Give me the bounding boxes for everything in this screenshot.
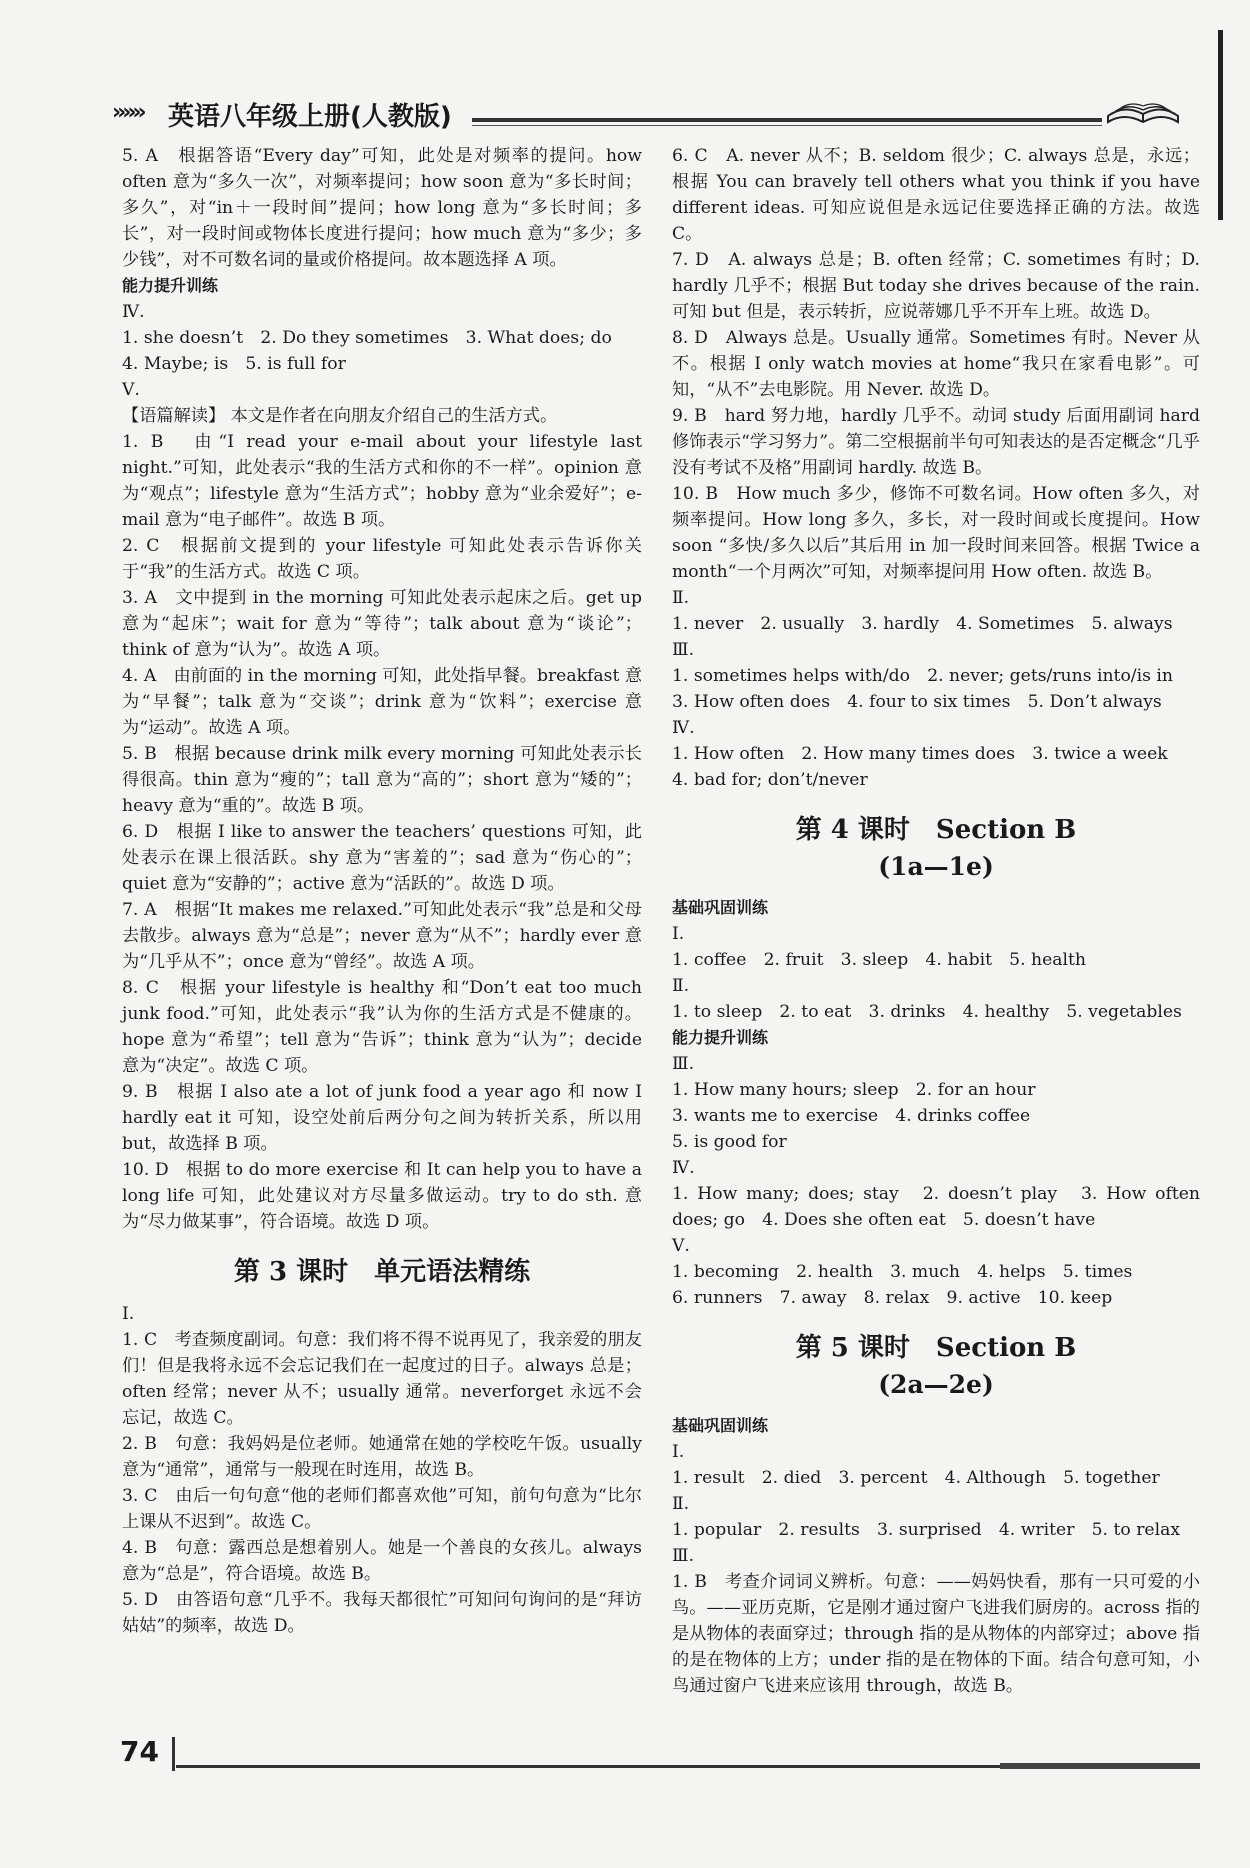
page-number: 74: [120, 1735, 159, 1768]
subsection-label: 能力提升训练: [122, 276, 219, 295]
subsection-label: 基础巩固训练: [672, 898, 769, 917]
left-answers: [122, 143, 642, 1235]
subsection-label: 能力提升训练: [672, 1028, 769, 1047]
footer-vbar: [172, 1737, 175, 1771]
right-column: [672, 143, 1200, 1699]
answer-line: 6. runners 7. away 8. relax 9. active 10. keep: [672, 1288, 1113, 1308]
answer-line: Ⅲ.: [672, 640, 695, 660]
answer-line: Ⅳ.: [672, 718, 695, 738]
answer-line: 1. she doesn’t 2. Do they sometimes 3. What does; do: [122, 328, 612, 348]
answer-line: 1. How often 2. How many times does 3. twice a week: [672, 744, 1168, 764]
answer-line: 2. C 根据前文提到的 your lifestyle 可知此处表示告诉你关于“我”的生活方式。故选 C 项。: [122, 536, 642, 582]
subsection-label: 基础巩固训练: [672, 1416, 769, 1435]
answer-line: 1. sometimes helps with/do 2. never; gets/runs into/is in: [672, 666, 1173, 686]
answer-line: 5. B 根据 because drink milk every morning 可知此处表示长得很高。thin 意为“瘦的”；tall 意为“高的”；short 意为“矮的”；heavy 意为“重的”。故选 B 项。: [122, 744, 642, 816]
answer-line: 6. C A. never 从不；B. seldom 很少；C. always 总是，永远；根据 You can bravely tell others what you think if you have different ideas. 可知应说但是永远记住要选择正确的方法。故选 C。: [672, 146, 1200, 244]
right-answers-section-4: [672, 895, 1200, 1311]
section-4-subtitle: (1a—1e): [878, 852, 994, 881]
answer-line: Ⅰ.: [672, 1442, 685, 1462]
page-header: [112, 96, 1182, 136]
left-answers-section-3: [122, 1301, 642, 1639]
section-3-title: 第 3 课时 单元语法精练: [233, 1257, 531, 1287]
answer-line: 9. B hard 努力地，hardly 几乎不。动词 study 后面用副词 hard 修饰表示“学习努力”。第二空根据前半句可知表达的是否定概念“几乎没有考试不及格”用副词 hardly. 故选 B。: [672, 406, 1200, 478]
answer-line: 5. D 由答语句意“几乎不。我每天都很忙”可知问句询问的是“拜访姑姑”的频率，故选 D。: [122, 1590, 642, 1636]
answer-line: 5. is good for: [672, 1132, 787, 1152]
answer-line: 10. D 根据 to do more exercise 和 It can help you to have a long life 可知，此处建议对方尽量多做运动。try to do sth. 意为“尽力做某事”，符合语境。故选 D 项。: [122, 1160, 642, 1232]
answer-line: 3. C 由后一句句意“他的老师们都喜欢他”可知，前句句意为“比尔上课从不迟到”。故选 C。: [122, 1486, 642, 1532]
section-5-heading: [672, 1329, 1200, 1403]
page-edge-bar: [1218, 30, 1223, 220]
answer-line: 3. A 文中提到 in the morning 可知此处表示起床之后。get up 意为“起床”；wait for 意为“等待”；talk about 意为“谈论”；think of 意为“认为”。故选 A 项。: [122, 588, 642, 660]
answer-line: 10. B How much 多少，修饰不可数名词。How often 多久，对频率提问。How long 多久，多长，对一段时间或长度提问。How soon “多快/多久以后”其后用 in 加一段时间来回答。根据 Twice a month“一个月两次”可知，对频率提问用 How often. 故选 B。: [672, 484, 1200, 582]
answer-line: 8. D Always 总是。Usually 通常。Sometimes 有时。Never 从不。根据 I only watch movies at home“我只在家看电影”。可知，“从不”去电影院。用 Never. 故选 D。: [672, 328, 1200, 400]
answer-line: 3. How often does 4. four to six times 5. Don’t always: [672, 692, 1162, 712]
answer-line: Ⅰ.: [672, 924, 685, 944]
answer-line: Ⅱ.: [672, 976, 690, 996]
answer-line: 1. B 由“I read your e-mail about your lifestyle last night.”可知，此处表示“我的生活方式和你的不一样”。opinion 意为“观点”；lifestyle 意为“生活方式”；hobby 意为“业余爱好”；e-mail 意为“电子邮件”。故选 B 项。: [122, 432, 642, 530]
answer-line: Ⅰ.: [122, 1304, 135, 1324]
answer-line: 9. B 根据 I also ate a lot of junk food a year ago 和 now I hardly eat it 可知，设空处前后两分句之间为转折关系，所以用 but，故选择 B 项。: [122, 1082, 642, 1154]
header-rule-thin: [472, 125, 1102, 126]
answer-line: 1. C 考查频度副词。句意：我们将不得不说再见了，我亲爱的朋友们！但是我将永远不会忘记我们在一起度过的日子。always 总是；often 经常；never 从不；usually 通常。neverforget 永远不会忘记，故选 C。: [122, 1330, 642, 1428]
header-title: 英语八年级上册(人教版): [168, 102, 452, 132]
answer-line: 4. Maybe; is 5. is full for: [122, 354, 346, 374]
answer-line: 1. becoming 2. health 3. much 4. helps 5. times: [672, 1262, 1133, 1282]
answer-line: 1. How many hours; sleep 2. for an hour: [672, 1080, 1036, 1100]
answer-line: 7. D A. always 总是；B. often 经常；C. sometimes 有时；D. hardly 几乎不；根据 But today she drives because of the rain. 可知 but 但是，表示转折，应说蒂娜几乎不开车上班。故选 D。: [672, 250, 1200, 322]
section-4-title: 第 4 课时 Section B: [795, 815, 1077, 845]
answer-line: 1. B 考查介词词义辨析。句意：——妈妈快看，那有一只可爱的小鸟。——亚历克斯，它是刚才通过窗户飞进我们厨房的。across 指的是从物体的表面穿过；through 指的是从物体的内部穿过；above 指的是在物体的上方；under 指的是在物体的下面。结合句意可知，小鸟通过窗户飞进来应该用 through，故选 B。: [672, 1572, 1200, 1696]
right-answers: [672, 143, 1200, 793]
left-column: [122, 143, 642, 1639]
section-3-heading: [122, 1253, 642, 1291]
answer-line: Ⅳ.: [672, 1158, 695, 1178]
answer-line: 5. A 根据答语“Every day”可知，此处是对频率的提问。how often 意为“多久一次”，对频率提问；how soon 意为“多长时间；多久”，对“in＋一段时间”提问；how long 意为“多长时间；多长”，对一段时间或物体长度进行提问；how much 意为“多少；多少钱”，对不可数名词的量或价格提问。故本题选择 A 项。: [122, 146, 642, 270]
answer-line: 3. wants me to exercise 4. drinks coffee: [672, 1106, 1031, 1126]
answer-line: Ⅱ.: [672, 1494, 690, 1514]
answer-line: 1. to sleep 2. to eat 3. drinks 4. healthy 5. vegetables: [672, 1002, 1182, 1022]
answer-line: 1. result 2. died 3. percent 4. Although 5. together: [672, 1468, 1160, 1488]
answer-line: 8. C 根据 your lifestyle is healthy 和“Don’t eat too much junk food.”可知，此处表示“我”认为你的生活方式是不健康的。hope 意为“希望”；tell 意为“告诉”；think 意为“认为”；decide 意为“决定”。故选 C 项。: [122, 978, 642, 1076]
answer-line: Ⅴ.: [122, 380, 140, 400]
answer-line: 2. B 句意：我妈妈是位老师。她通常在她的学校吃午饭。usually 意为“通常”，通常与一般现在时连用，故选 B。: [122, 1434, 642, 1480]
answer-line: Ⅴ.: [672, 1236, 690, 1256]
answer-line: 1. How many; does; stay 2. doesn’t play 3. How often does; go 4. Does she often eat 5. doesn’t have: [672, 1184, 1200, 1230]
answer-line: 4. B 句意：露西总是想着别人。她是一个善良的女孩儿。always 意为“总是”，符合语境。故选 B。: [122, 1538, 642, 1584]
right-answers-section-5: [672, 1413, 1200, 1699]
header-chevrons: »»»: [112, 100, 143, 125]
answer-line: 1. popular 2. results 3. surprised 4. writer 5. to relax: [672, 1520, 1181, 1540]
answer-line: Ⅲ.: [672, 1546, 695, 1566]
footer-rule-thick: [1000, 1763, 1200, 1769]
answer-line: 【语篇解读】 本文是作者在向朋友介绍自己的生活方式。: [122, 406, 558, 426]
answer-line: 1. coffee 2. fruit 3. sleep 4. habit 5. health: [672, 950, 1086, 970]
answer-line: Ⅲ.: [672, 1054, 695, 1074]
header-rule: [472, 118, 1102, 122]
answer-line: 4. bad for; don’t/never: [672, 770, 868, 790]
page-footer: [120, 1735, 1200, 1775]
answer-line: 6. D 根据 I like to answer the teachers’ questions 可知，此处表示在课上很活跃。shy 意为“害羞的”；sad 意为“伤心的”；quiet 意为“安静的”；active 意为“活跃的”。故选 D 项。: [122, 822, 642, 894]
answer-line: 7. A 根据“It makes me relaxed.”可知此处表示“我”总是和父母去散步。always 意为“总是”；never 意为“从不”；hardly ever 意为“几乎从不”；once 意为“曾经”。故选 A 项。: [122, 900, 642, 972]
answer-line: Ⅱ.: [672, 588, 690, 608]
answer-line: 1. never 2. usually 3. hardly 4. Sometimes 5. always: [672, 614, 1173, 634]
open-book-icon: [1104, 90, 1182, 130]
section-4-heading: [672, 811, 1200, 885]
section-5-title: 第 5 课时 Section B: [795, 1333, 1077, 1363]
answer-line: 4. A 由前面的 in the morning 可知，此处指早餐。breakfast 意为“早餐”；talk 意为“交谈”；drink 意为“饮料”；exercise 意为“运动”。故选 A 项。: [122, 666, 643, 738]
answer-line: Ⅳ.: [122, 302, 145, 322]
section-5-subtitle: (2a—2e): [878, 1370, 994, 1399]
